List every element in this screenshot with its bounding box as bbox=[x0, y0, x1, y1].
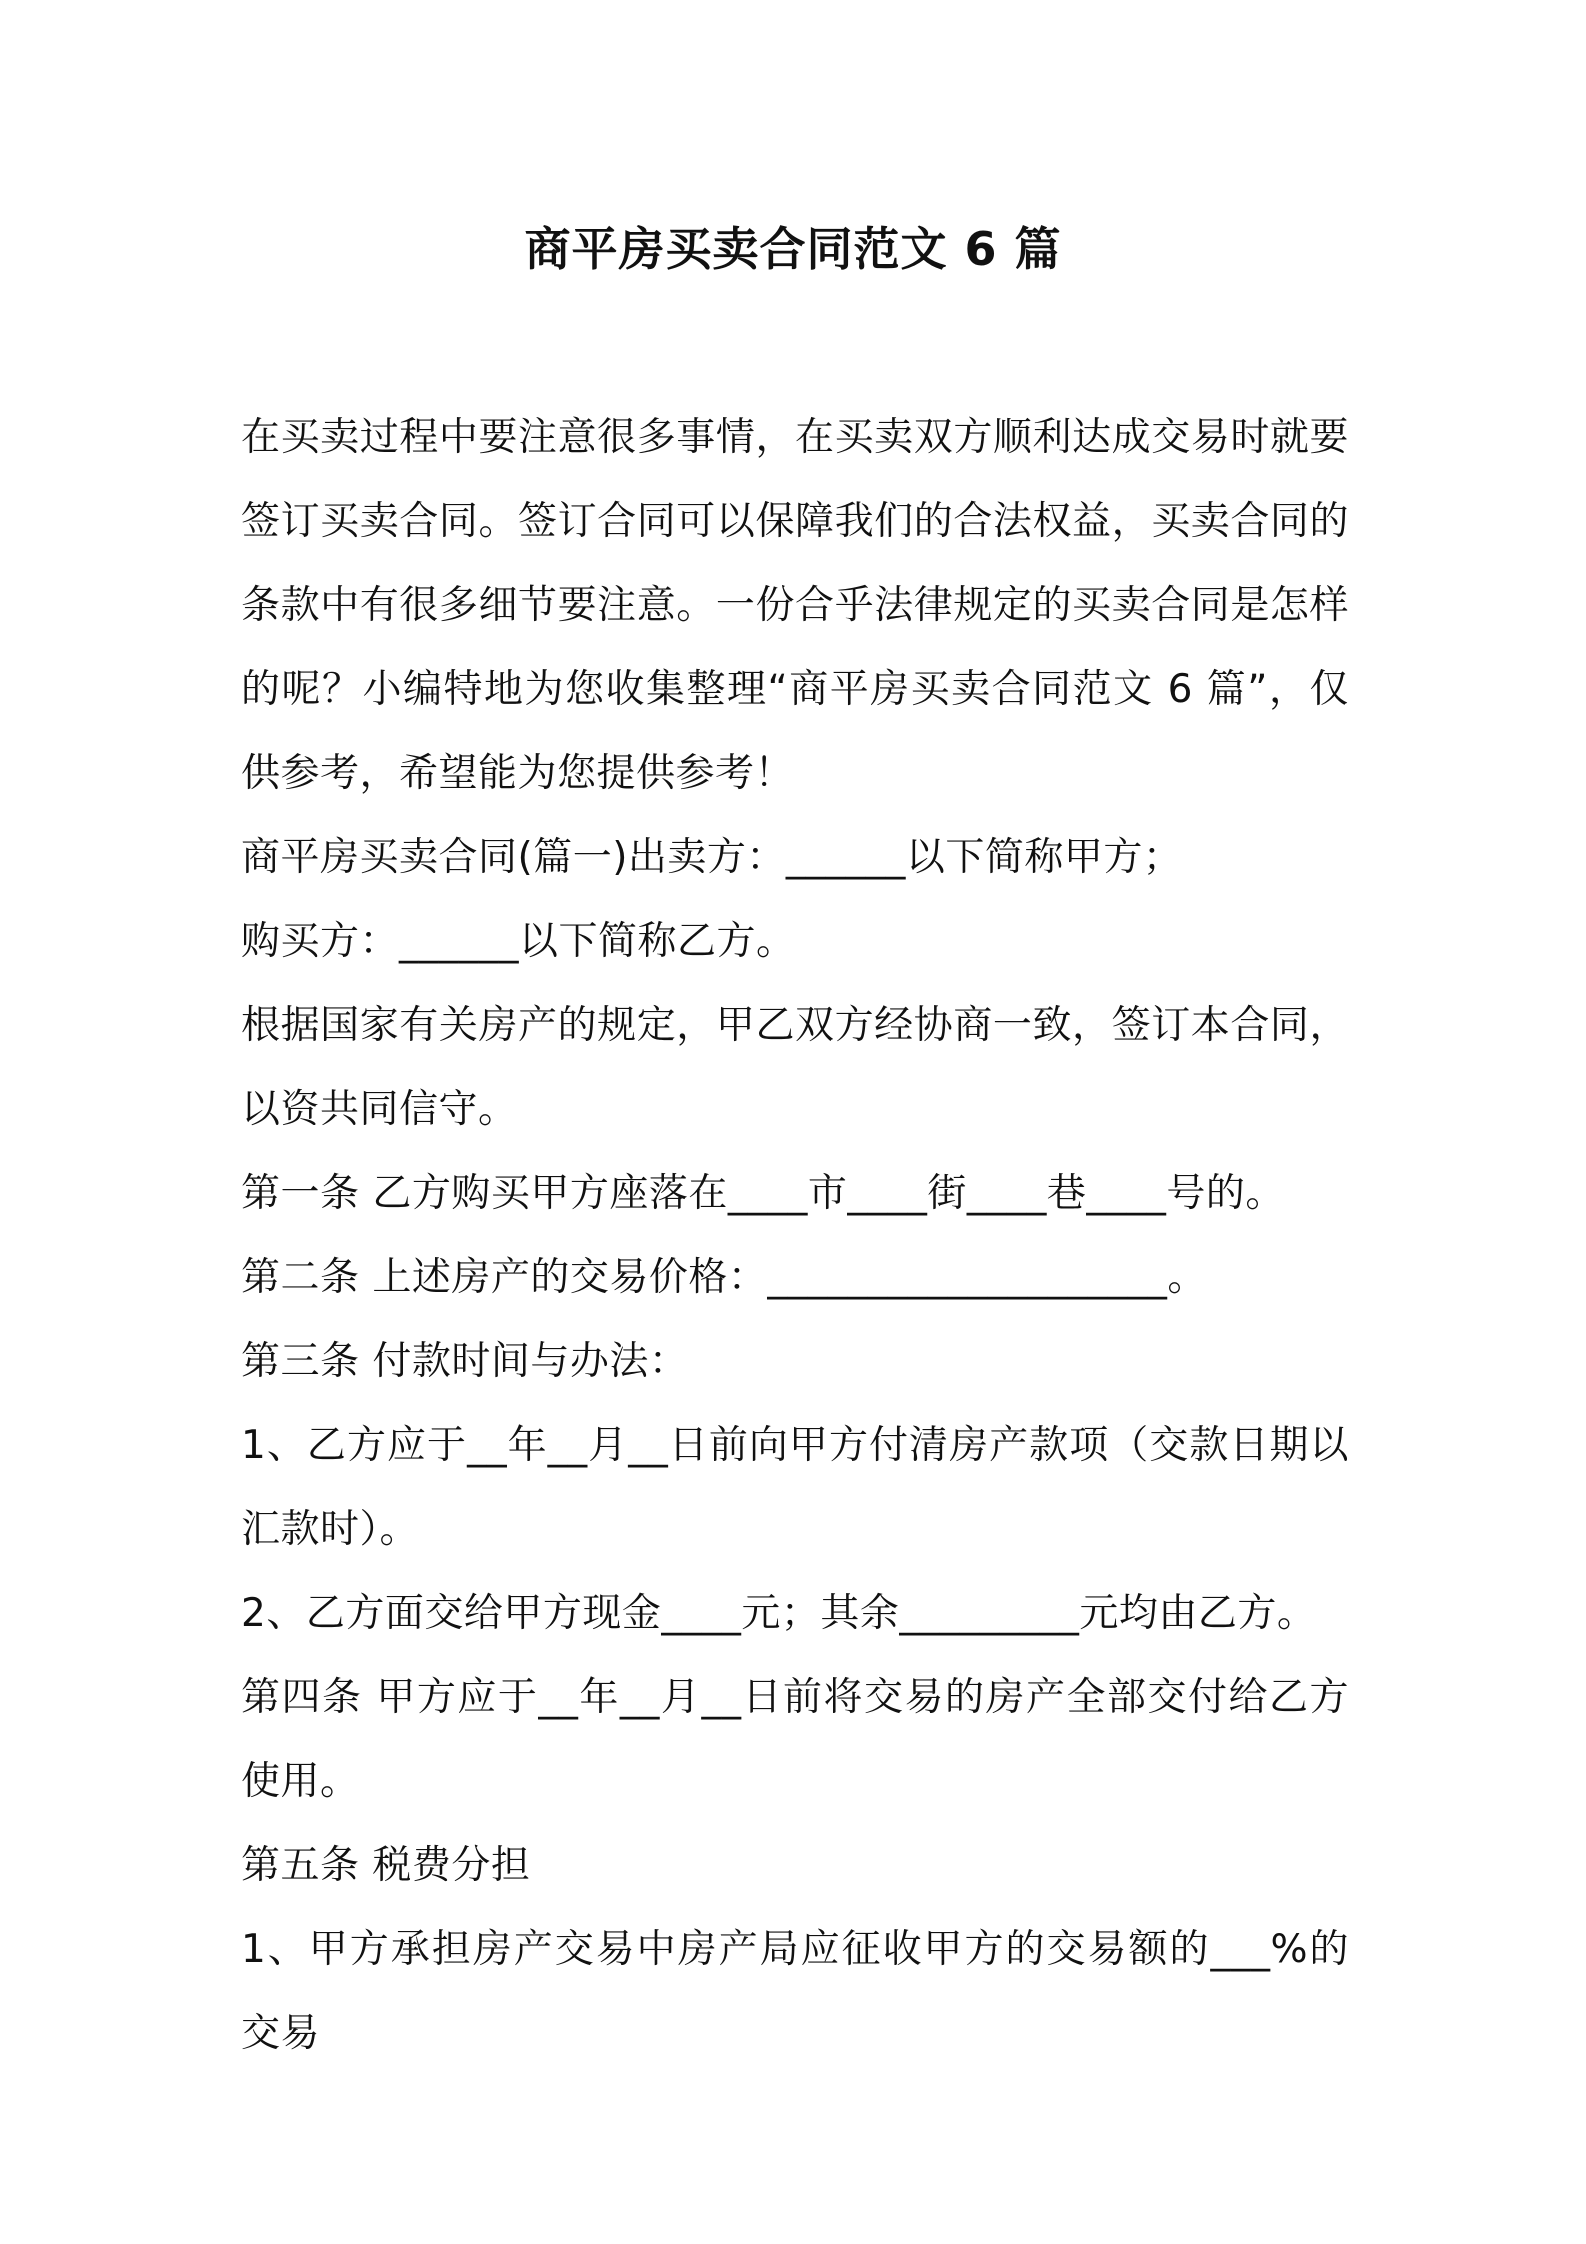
intro-paragraph: 在买卖过程中要注意很多事情，在买卖双方顺利达成交易时就要签订买卖合同。签订合同可以保障我们的合法权益，买卖合同的条款中有很多细节要注意。一份合乎法律规定的买卖合同是怎样的呢？小编特地为您收集整理“商平房买卖合同范文 6 篇”，仅供参考，希望能为您提供参考！ bbox=[241, 415, 1349, 796]
article-3-item-2: 2、乙方面交给甲方现金____元；其余_________元均由乙方。 bbox=[241, 1591, 1317, 1636]
article-5-heading: 第五条 税费分担 bbox=[241, 1843, 531, 1888]
document-body bbox=[241, 396, 1349, 2076]
basis-paragraph: 根据国家有关房产的规定，甲乙双方经协商一致，签订本合同，以资共同信守。 bbox=[241, 1003, 1349, 1132]
document-title: 商平房买卖合同范文 6 篇 bbox=[524, 222, 1062, 276]
article-2: 第二条 上述房产的交易价格：____________________。 bbox=[241, 1255, 1207, 1300]
article-3-heading: 第三条 付款时间与办法： bbox=[241, 1339, 689, 1384]
seller-line: 商平房买卖合同(篇一)出卖方：______以下简称甲方； bbox=[241, 835, 1183, 880]
article-4: 第四条 甲方应于__年__月__日前将交易的房产全部交付给乙方使用。 bbox=[241, 1675, 1349, 1804]
article-1: 第一条 乙方购买甲方座落在____市____街____巷____号的。 bbox=[241, 1171, 1285, 1216]
article-5-item-1: 1、甲方承担房产交易中房产局应征收甲方的交易额的___%的交易 bbox=[241, 1927, 1349, 2056]
article-3-item-1: 1、乙方应于__年__月__日前向甲方付清房产款项（交款日期以汇款时）。 bbox=[241, 1423, 1349, 1552]
buyer-line: 购买方：______以下简称乙方。 bbox=[241, 919, 796, 964]
